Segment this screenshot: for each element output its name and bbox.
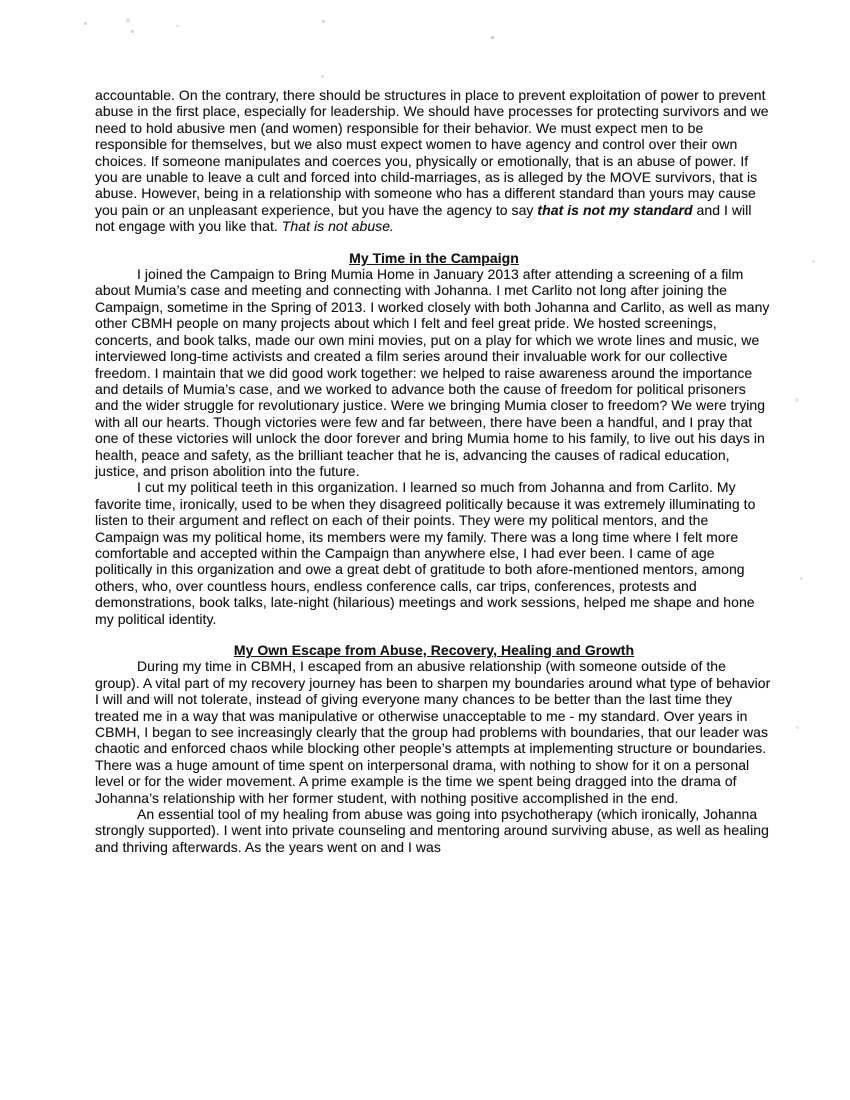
paragraph: I cut my political teeth in this organization. I learned so much from Johanna and from Carlito. My favorite time, ironically, used to be when they disagreed politically because it was extremely illuminating to listen to their argument and reflect on each of their points. They were my political mentors, and the Campaign was my political home, its members were my family. There was a long time where I felt more comfortable and accepted within the Campaign than anywhere else, I had ever been. I came of age politically in this organization and owe a great debt of gratitude to both afore-mentioned mentors, among others, who, over countless hours, endless conference calls, car trips, conferences, protests and demonstrations, book talks, late-night (hilarious) meetings and work sessions, helped me shape and hone my political identity.: [95, 479, 756, 627]
section-heading-campaign: [95, 250, 773, 266]
scan-artifact: [84, 22, 87, 25]
scan-artifact: [795, 398, 799, 402]
scan-artifact: [800, 577, 803, 580]
scan-artifact: [812, 260, 815, 263]
heading-text: My Time in the Campaign: [349, 249, 519, 266]
emphasis-italic: That is not abuse.: [281, 218, 394, 235]
heading-text: My Own Escape from Abuse, Recovery, Healing and Growth: [233, 642, 635, 658]
scan-artifact: [321, 75, 324, 78]
paragraph: An essential tool of my healing from abuse was going into psychotherapy (which ironically, Johanna strongly supported). I went into private counseling and mentoring around surviving abuse, as well as healing and thriving afterwards. As the years went on and I was: [95, 806, 769, 855]
paragraph-text: accountable. On the contrary, there should be structures in place to prevent exploitation of power to prevent abuse in the first place, especially for leadership. We should have processes for protecting survivors and we need to hold abusive men (and women) responsible for their behavior. We must expect men to be responsible for themselves, but we also must expect women to have agency and control over their own choices. If someone manipulates and coerces you, physically or emotionally, that is an abuse of power. If you are unable to leave a cult and forced into child-marriages, as is alleged by the MOVE survivors, that is abuse. However, being in a relationship with someone who has a different standard than yours may cause you pain or an unpleasant experience, but you have the agency to say: [95, 87, 769, 218]
paragraph-continuation: [95, 87, 773, 235]
scan-artifact: [491, 36, 494, 39]
scan-artifact: [796, 726, 799, 729]
scan-artifact: [126, 18, 130, 23]
section-heading-escape: [95, 642, 773, 658]
scan-artifact: [131, 30, 134, 33]
document-body: [95, 87, 773, 855]
scan-artifact: [176, 25, 179, 27]
scan-artifact: [322, 20, 325, 23]
paragraph-text: and I will not engage with you like that.: [95, 201, 752, 235]
paragraph: During my time in CBMH, I escaped from an abusive relationship (with someone outside of the group). A vital part of my recovery journey has been to sharpen my boundaries around what type of behavior I will and will not tolerate, instead of giving everyone many chances to be better than the last time they treated me in a way that was manipulative or otherwise unacceptable to me - my standard. Over years in CBMH, I began to see increasingly clearly that the group had problems with boundaries, that our leader was chaotic and enforced chaos while blocking other people’s attempts at implementing structure or boundaries. There was a huge amount of time spent on interpersonal drama, with nothing to show for it on a personal level or for the wider movement. A prime example is the time we spent being dragged into the drama of Johanna’s relationship with her former student, with nothing positive accomplished in the end.: [95, 658, 771, 806]
paragraph: I joined the Campaign to Bring Mumia Home in January 2013 after attending a screening of a film about Mumia’s case and meeting and connecting with Johanna. I met Carlito not long after joining the Campaign, sometime in the Spring of 2013. I worked closely with both Johanna and Carlito, as well as many other CBMH people on many projects about which I felt and feel great pride. We hosted screenings, concerts, and book talks, made our own mini movies, put on a play for which we wrote lines and music, we interviewed long-time activists and created a film series around their invaluable work for our collective freedom. I maintain that we did good work together: we helped to raise awareness around the importance and details of Mumia’s case, and we worked to advance both the cause of freedom for political prisoners and the wider struggle for revolutionary justice. Were we bringing Mumia closer to freedom? We were trying with all our hearts. Though victories were few and far between, there have been a handful, and I pray that one of these victories will unlock the door forever and bring Mumia home to his family, to live out his days in health, peace and safety, as the brilliant teacher that he is, advancing the causes of radical education, justice, and prison abolition into the future.: [95, 266, 770, 479]
emphasis-bold-italic: that is not my standard: [537, 201, 693, 218]
